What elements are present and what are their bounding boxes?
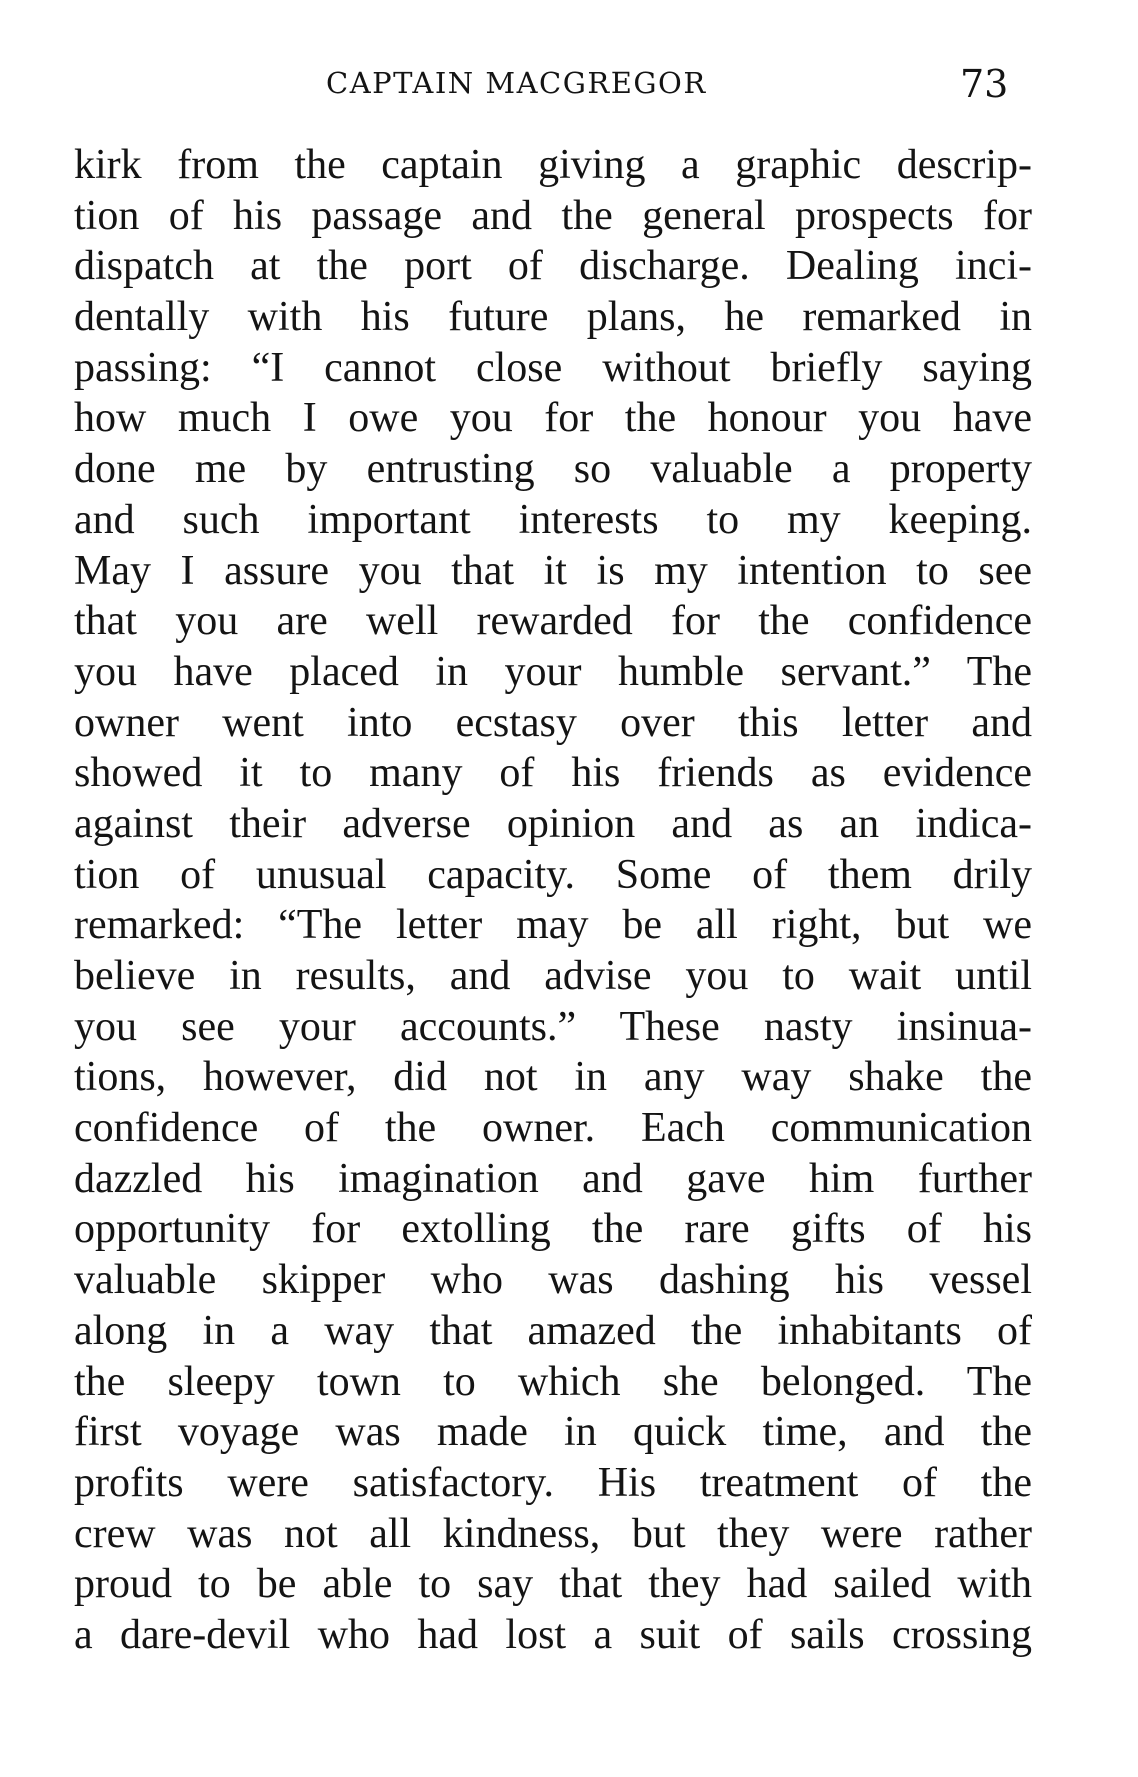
text-line: against their adverse opinion and as an indica- bbox=[74, 800, 1032, 847]
text-line: opportunity for extolling the rare gifts of his bbox=[74, 1206, 1032, 1253]
text-line: confidence of the owner. Each communication bbox=[74, 1105, 1032, 1152]
running-head bbox=[0, 62, 1138, 110]
text-line: valuable skipper who was dashing his vessel bbox=[74, 1257, 1032, 1304]
text-line: you see your accounts.” These nasty insinua- bbox=[74, 1003, 1032, 1050]
page-number: 73 bbox=[960, 62, 1009, 106]
body-text bbox=[74, 140, 1032, 1661]
text-line: tions, however, did not in any way shake the bbox=[74, 1054, 1032, 1101]
text-line: tion of unusual capacity. Some of them drily bbox=[74, 851, 1032, 898]
text-line: showed it to many of his friends as evidence bbox=[74, 750, 1032, 797]
text-line: tion of his passage and the general prospects for bbox=[74, 192, 1032, 239]
text-line: kirk from the captain giving a graphic descrip- bbox=[74, 142, 1032, 188]
text-line: how much I owe you for the honour you have bbox=[74, 395, 1032, 442]
text-line: dazzled his imagination and gave him further bbox=[74, 1155, 1032, 1202]
text-line: done me by entrusting so valuable a property bbox=[74, 446, 1032, 493]
text-line: remarked: “The letter may be all right, but we bbox=[74, 902, 1032, 949]
text-line: crew was not all kindness, but they were rather bbox=[74, 1510, 1032, 1557]
text-line: first voyage was made in quick time, and the bbox=[74, 1409, 1032, 1456]
text-line: dispatch at the port of discharge. Dealing inci- bbox=[74, 243, 1032, 290]
text-line: that you are well rewarded for the confidence bbox=[74, 598, 1032, 645]
text-line: owner went into ecstasy over this letter and bbox=[74, 699, 1032, 746]
text-line: May I assure you that it is my intention to see bbox=[74, 547, 1032, 594]
text-line: the sleepy town to which she belonged. The bbox=[74, 1358, 1032, 1405]
text-line: a dare-devil who had lost a suit of sails crossing bbox=[74, 1611, 1032, 1658]
text-line: profits were satisfactory. His treatment of the bbox=[74, 1459, 1032, 1506]
text-line: believe in results, and advise you to wait until bbox=[74, 953, 1032, 999]
text-line: dentally with his future plans, he remarked in bbox=[74, 294, 1032, 341]
text-line: passing: “I cannot close without briefly saying bbox=[74, 344, 1032, 391]
text-line: and such important interests to my keeping. bbox=[74, 496, 1032, 543]
text-line: you have placed in your humble servant.” The bbox=[74, 648, 1032, 695]
text-line: along in a way that amazed the inhabitants of bbox=[74, 1307, 1032, 1354]
text-line: proud to be able to say that they had sailed with bbox=[74, 1561, 1032, 1608]
running-title: CAPTAIN MACGREGOR bbox=[326, 66, 707, 100]
